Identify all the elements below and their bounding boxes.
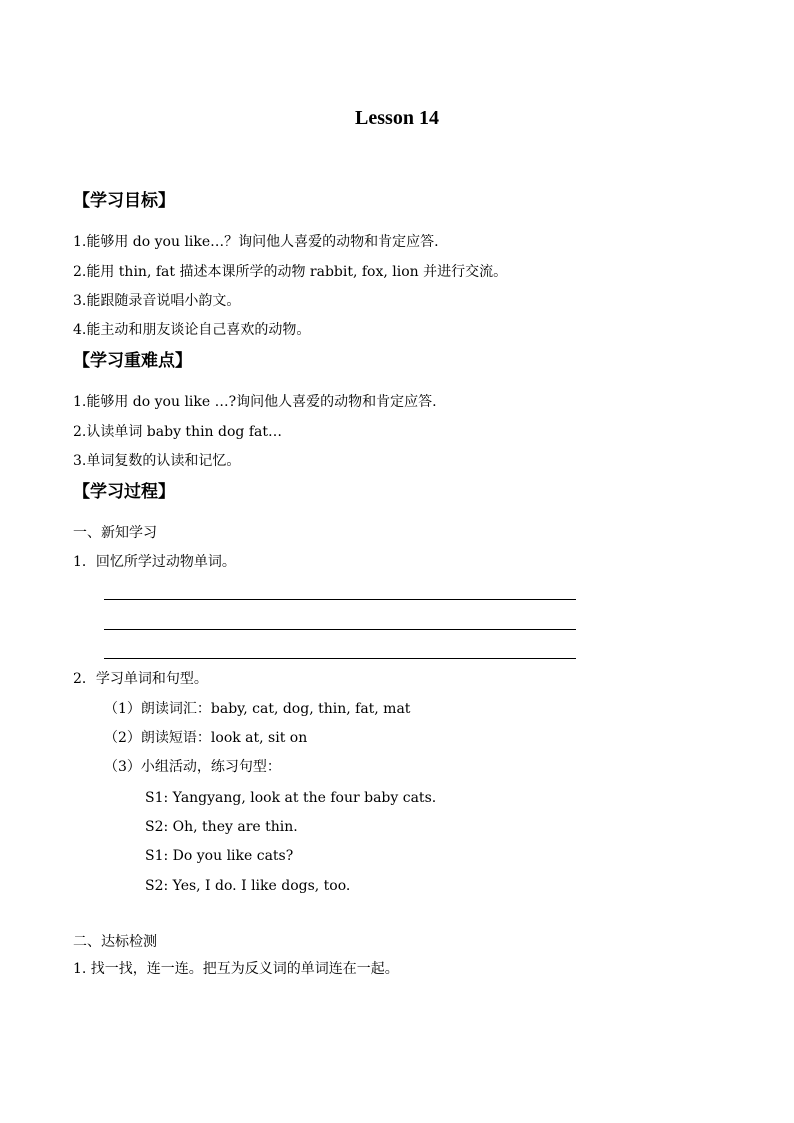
goal-item-4: 4.能主动和朋友谈论自己喜欢的动物。: [73, 322, 311, 338]
part2-question-1: 1. 找一找，连一连。把互为反义词的单词连在一起。: [73, 961, 399, 977]
goal-item-1: 1.能够用 do you like…？询问他人喜爱的动物和肯定应答.: [73, 234, 439, 250]
sub-item-3: （3）小组活动，练习句型：: [104, 759, 281, 775]
key-points-heading: 【学习重难点】: [73, 351, 192, 371]
answer-line-1[interactable]: [104, 599, 576, 600]
part1-title: 一、新知学习: [73, 525, 157, 541]
key-point-item-2: 2.认读单词 baby thin dog fat…: [73, 424, 282, 440]
page-title: Lesson 14: [355, 107, 439, 129]
answer-line-2[interactable]: [104, 629, 576, 630]
dialogue-line-3: S1: Do you like cats?: [145, 848, 294, 864]
goal-item-3: 3.能跟随录音说唱小韵文。: [73, 293, 241, 309]
sub-item-2: （2）朗读短语：look at, sit on: [104, 730, 308, 746]
answer-line-3[interactable]: [104, 658, 576, 659]
process-heading: 【学习过程】: [73, 482, 175, 502]
dialogue-line-1: S1: Yangyang, look at the four baby cats.: [145, 790, 437, 806]
dialogue-line-2: S2: Oh, they are thin.: [145, 819, 298, 835]
goals-heading: 【学习目标】: [73, 191, 175, 211]
goal-item-2: 2.能用 thin, fat 描述本课所学的动物 rabbit, fox, lion 并进行交流。: [73, 264, 508, 280]
dialogue-line-4: S2: Yes, I do. I like dogs, too.: [145, 878, 351, 894]
part2-title: 二、达标检测: [73, 934, 157, 950]
sub-item-1: （1）朗读词汇：baby, cat, dog, thin, fat, mat: [104, 701, 411, 717]
key-point-item-3: 3.单词复数的认读和记忆。: [73, 453, 241, 469]
part1-question-2: 2．学习单词和句型。: [73, 671, 208, 687]
key-point-item-1: 1.能够用 do you like …?询问他人喜爱的动物和肯定应答.: [73, 394, 437, 410]
part1-question-1: 1．回忆所学过动物单词。: [73, 554, 236, 570]
